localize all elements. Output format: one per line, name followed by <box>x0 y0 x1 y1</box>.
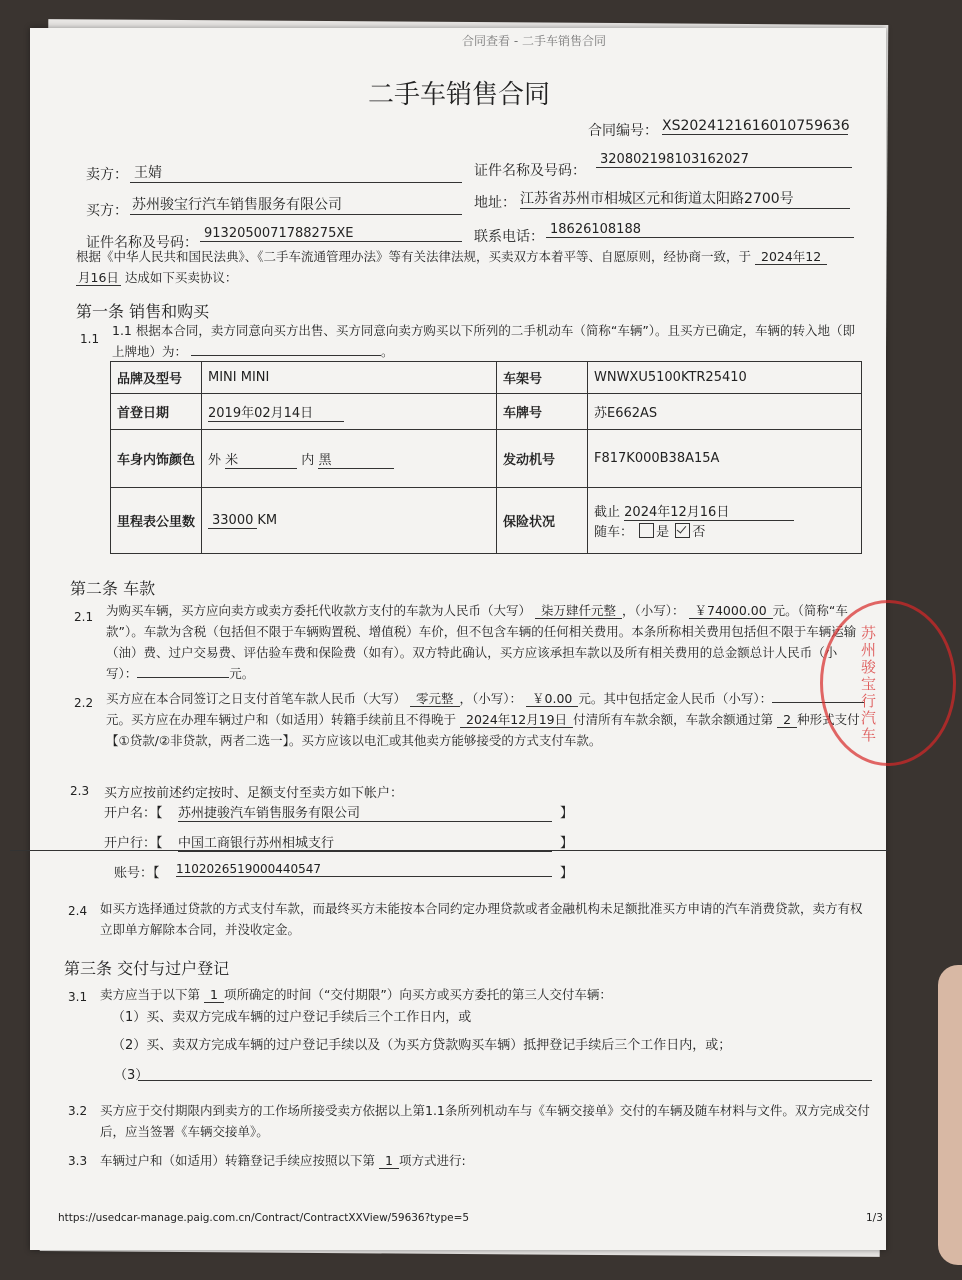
p22-d: 元。买方应在办理车辆过户和（如适用）转籍手续前且不得晚于 <box>106 712 457 727</box>
p22-c: 元。其中包括定金人民币（小写）： <box>578 691 773 706</box>
p21-c: 元。（简称“车款”）。车款为含税（包括但不限于车辆购置税、增值税）车价，但不包含车辆的任何相关费用。本条所称相关费用包括但不限于车辆运输（油）费、过户交易费、评估验车费和保险费（如有）。双方特此确认，买方应该承担车款以及所有相关费用的总金额总计人民币（小写）： <box>106 603 857 681</box>
p31-b: 项所确定的时间（“交付期限”）向买方或买方委托的第三人交付车辆： <box>223 987 612 1002</box>
intro-paragraph <box>76 246 862 288</box>
p21-a: 为购买车辆，买方应向卖方或卖方委托代收款方支付的车款为人民币（大写） <box>106 603 532 618</box>
ext-color-value: 米 <box>225 449 297 469</box>
insurance-until-label: 截止 <box>594 505 621 520</box>
buyer-addr-label: 地址： <box>474 195 516 211</box>
vehicle-table <box>110 361 862 554</box>
contract-page <box>30 28 886 1250</box>
delivery-option-1: （1）买、卖双方完成车辆的过户登记手续后三个工作日内，或 <box>112 1010 472 1025</box>
p22-amount: ￥0.00 <box>526 691 578 707</box>
section-2-1-text <box>106 600 866 684</box>
section-3-1-num: 3.1 <box>68 990 88 1004</box>
account-no: 1102026519000440547 <box>176 862 552 877</box>
p22-f: 种形式支付【①贷款/②非贷款，两者二选一】。买方应该以电汇或其他卖方能够接受的方式支付车款。 <box>106 712 860 748</box>
section-2-2-num: 2.2 <box>74 696 94 710</box>
buyer-label: 买方： <box>86 203 128 219</box>
insurance-no-label: 否 <box>692 525 706 540</box>
p31-option: 1 <box>204 987 224 1003</box>
browser-title: 合同查看 - 二手车销售合同 <box>462 34 606 48</box>
insurance-yes-label: 是 <box>656 525 670 540</box>
p21-d: 元。 <box>229 666 255 681</box>
section-2-3-text: 买方应按前述约定按时、足额支付至卖方如下帐户： <box>104 786 404 801</box>
buyer-id: 9132050071788275XE <box>200 226 462 242</box>
color-label: 车身内饰颜色 <box>111 430 202 488</box>
section-2-4-num: 2.4 <box>68 904 88 918</box>
p22-e: 付清所有车款余额，车款余额通过第 <box>573 712 774 727</box>
page-number: 1/3 <box>866 1212 883 1224</box>
section-3-2-text: 买方应于交付期限内到卖方的工作场所接受卖方依据以上第1.1条所列机动车与《车辆交接单》交付的车辆及随车材料与文件。双方完成交付后，应当签署《车辆交接单》。 <box>100 1103 870 1139</box>
p22-b: ，（小写）： <box>459 691 523 706</box>
section-1-title: 第一条 销售和购买 <box>76 302 210 321</box>
plate-value: 苏E662AS <box>588 394 862 430</box>
bracket-close-1: 】 <box>560 806 574 821</box>
company-seal <box>820 600 956 766</box>
section-2-title: 第二条 车款 <box>70 579 156 598</box>
section-3-1-text <box>100 984 870 1005</box>
brand-label: 品牌及型号 <box>111 362 202 394</box>
seller-id-label: 证件名称及号码： <box>474 163 586 179</box>
vin-value: WNWXU5100KTR25410 <box>588 362 862 394</box>
buyer-phone-label: 联系电话： <box>474 229 544 245</box>
insurance-no-checkbox[interactable] <box>675 523 690 538</box>
delivery-option-2: （2）买、卖双方完成车辆的过户登记手续以及（为买方贷款购买车辆）抵押登记手续后三个工作日内，或； <box>112 1038 732 1053</box>
vin-label: 车架号 <box>497 362 588 394</box>
int-color-label: 内 <box>301 452 315 468</box>
p21-amount-cn: 柒万肆仟元整 <box>535 603 622 619</box>
odometer-unit: KM <box>257 512 278 528</box>
reg-date-label: 首登日期 <box>111 394 202 430</box>
buyer-name: 苏州骏宝行汽车销售服务有限公司 <box>130 194 462 215</box>
account-name: 苏州捷骏汽车销售服务有限公司 <box>178 802 552 822</box>
insurance-with-label: 随车： <box>594 525 634 540</box>
reg-date-value: 2019年02月14日 <box>208 402 344 422</box>
account-no-label: 账号：【 <box>114 866 160 881</box>
fold-line <box>10 850 888 851</box>
contract-no: XS2024121616010759636 <box>662 118 850 134</box>
contract-no-label: 合同编号： <box>588 123 658 139</box>
section-1-1-num: 1.1 <box>80 332 100 346</box>
section-2-3-num: 2.3 <box>70 784 90 798</box>
bracket-close-2: 】 <box>560 836 574 851</box>
int-color-value: 黑 <box>318 449 394 469</box>
section-2-2-text <box>106 688 866 751</box>
intro-date-2: 月16日 <box>78 270 119 285</box>
intro-text-2: 达成如下买卖协议： <box>124 270 238 285</box>
section-2-1-num: 2.1 <box>74 610 94 624</box>
finger <box>938 965 962 1265</box>
section-1-1-body: 1.1 根据本合同，卖方同意向买方出售、买方同意向卖方购买以下所列的二手机动车（简称“车辆”）。且买方已确定，车辆的转入地（即上牌地）为： <box>112 323 856 359</box>
section-2-4-text: 如买方选择通过贷款的方式支付车款，而最终买方未能按本合同约定办理贷款或者金融机构未足额批准买方申请的汽车消费贷款，卖方有权立即单方解除本合同，并没收定金。 <box>100 901 863 937</box>
engine-label: 发动机号 <box>497 430 588 488</box>
delivery-option-3: （3） <box>114 1068 149 1083</box>
insurance-label: 保险状况 <box>497 488 588 554</box>
bank-label: 开户行：【 <box>104 836 163 851</box>
section-3-3-num: 3.3 <box>68 1154 88 1168</box>
footer-url: https://usedcar-manage.paig.com.cn/Contract/ContractXXView/59636?type=5 <box>58 1212 470 1224</box>
section-3-title: 第三条 交付与过户登记 <box>64 959 230 978</box>
brand-value: MINI MINI <box>202 362 497 394</box>
page-title: 二手车销售合同 <box>368 80 551 110</box>
bank-name: 中国工商银行苏州相城支行 <box>178 832 552 852</box>
insurance-yes-checkbox[interactable] <box>639 523 654 538</box>
delivery-option-3-line <box>138 1080 872 1081</box>
p31-a: 卖方应当于以下第 <box>100 987 201 1002</box>
seller-label: 卖方： <box>86 167 128 183</box>
bracket-close-3: 】 <box>560 866 574 881</box>
buyer-addr: 江苏省苏州市相城区元和街道太阳路2700号 <box>520 188 850 209</box>
company-seal-text: 苏州骏宝行汽车 <box>859 625 877 744</box>
intro-date-1: 2024年12 <box>755 249 827 265</box>
p33-b: 项方式进行: <box>398 1153 466 1168</box>
p22-deadline: 2024年12月19日 <box>460 712 573 728</box>
plate-label: 车牌号 <box>497 394 588 430</box>
p21-amount: ￥74000.00 <box>689 603 773 619</box>
account-name-label: 开户名：【 <box>104 806 163 821</box>
p33-option: 1 <box>379 1153 399 1169</box>
buyer-id-label: 证件名称及号码： <box>86 235 198 251</box>
p22-method: 2 <box>777 712 797 728</box>
ext-color-label: 外 <box>208 452 222 468</box>
p22-amount-cn: 零元整 <box>410 691 460 707</box>
section-3-3-text <box>100 1150 870 1171</box>
p21-b: ，（小写）： <box>622 603 685 618</box>
odometer-label: 里程表公里数 <box>111 488 202 554</box>
odometer-value: 33000 <box>208 513 257 529</box>
buyer-phone: 18626108188 <box>546 222 854 238</box>
p33-a: 车辆过户和（如适用）转籍登记手续应按照以下第 <box>100 1153 376 1168</box>
section-1-1-text: 1.1 根据本合同，卖方同意向买方出售、买方同意向卖方购买以下所列的二手机动车（简称“车辆”）。且买方已确定，车辆的转入地（即上牌地）为： 。 <box>112 323 856 359</box>
engine-value: F817K000B38A15A <box>588 430 862 488</box>
insurance-until-value: 2024年12月16日 <box>624 501 794 521</box>
intro-text: 根据《中华人民共和国民法典》、《二手车流通管理办法》等有关法律法规，买卖双方本着平等、自愿原则，经协商一致，于 <box>76 249 752 264</box>
section-3-2-num: 3.2 <box>68 1104 88 1118</box>
p22-a: 买方应在本合同签订之日支付首笔车款人民币（大写） <box>106 691 407 706</box>
seller-id: 320802198103162027 <box>596 152 852 168</box>
seller-name: 王婧 <box>130 162 462 183</box>
